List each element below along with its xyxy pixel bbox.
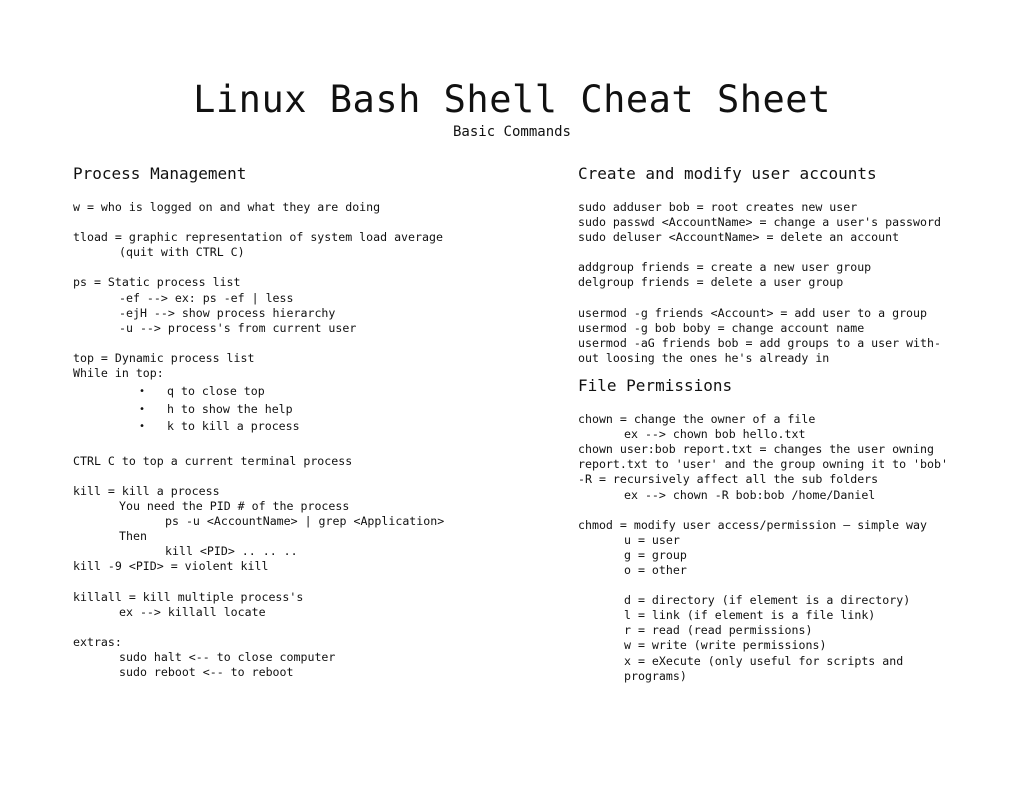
blank-line: [73, 215, 543, 230]
text-line: ps = Static process list: [73, 275, 241, 290]
text-line: o = other: [624, 562, 687, 577]
blank-line: [73, 439, 543, 454]
text-line: sudo halt <-- to close computer: [119, 649, 336, 664]
text-line: usermod -g bob boby = change account name: [578, 320, 865, 335]
text-line: x = eXecute (only useful for scripts and: [624, 653, 904, 668]
text-line: killall = kill multiple process's: [73, 589, 304, 604]
text-line: chmod = modify user access/permission – simple way: [578, 517, 928, 532]
blank-line: [578, 578, 1018, 593]
page-title: Linux Bash Shell Cheat Sheet: [193, 78, 831, 121]
text-line: chown user:bob report.txt = changes the user owning: [578, 442, 934, 457]
text-line: kill <PID> .. .. ..: [165, 544, 298, 559]
text-line: sudo passwd <AccountName> = change a user's password: [578, 215, 941, 230]
bullet-icon: •: [139, 403, 146, 415]
text-line: l = link (if element is a file link): [624, 608, 876, 623]
top-keys-list: [73, 383, 543, 436]
blank-line: [578, 503, 1018, 518]
text-line: w = who is logged on and what they are doing: [73, 200, 381, 214]
text-line: usermod -g friends <Account> = add user to a group: [578, 305, 928, 320]
text-line: addgroup friends = create a new user group: [578, 260, 872, 275]
blank-line: [578, 291, 1018, 306]
text-line: You need the PID # of the process: [119, 499, 350, 513]
text-line: While in top:: [73, 366, 164, 381]
blank-line: [578, 245, 1018, 260]
left-column: [73, 164, 543, 680]
text-line: kill = kill a process: [73, 483, 220, 498]
right-column: [578, 164, 1018, 684]
blank-line: [73, 336, 543, 351]
text-line: r = read (read permissions): [624, 623, 813, 638]
file-permissions-lines: [578, 412, 1018, 684]
text-line: d = directory (if element is a directory): [624, 593, 911, 608]
text-line: chown = change the owner of a file: [578, 412, 816, 427]
text-line: ps -u <AccountName> | grep <Application>: [165, 514, 445, 529]
bullet-icon: •: [139, 421, 146, 433]
text-line: (quit with CTRL C): [119, 245, 245, 260]
text-line: -R = recursively affect all the sub folders: [578, 472, 879, 487]
page-subtitle: Basic Commands: [452, 124, 571, 140]
text-line: report.txt to 'user' and the group owning it to 'bob': [578, 457, 948, 472]
text-line: usermod -aG friends bob = add groups to a user with-: [578, 335, 941, 350]
text-line: delgroup friends = delete a user group: [578, 275, 844, 290]
list-item-text: k to kill a process: [167, 419, 300, 434]
text-line: -ef --> ex: ps -ef | less: [119, 290, 294, 305]
text-line: ex --> killall locate: [119, 604, 266, 619]
text-line: tload = graphic representation of system load average: [73, 230, 443, 245]
section-heading-user-accounts: Create and modify user accounts: [578, 164, 877, 183]
section-heading-file-permissions: File Permissions: [578, 376, 733, 396]
text-line: kill -9 <PID> = violent kill: [73, 559, 269, 574]
user-accounts-lines: [578, 200, 1018, 366]
text-line: sudo reboot <-- to reboot: [119, 665, 294, 680]
text-line: CTRL C to top a current terminal process: [73, 453, 353, 468]
bullet-icon: •: [139, 386, 146, 398]
blank-line: [73, 469, 543, 484]
text-line: g = group: [624, 547, 687, 562]
process-management-lines-a: [73, 200, 543, 381]
text-line: ex --> chown -R bob:bob /home/Daniel: [624, 487, 876, 502]
section-heading-process-management: Process Management: [73, 164, 247, 183]
text-line: out loosing the ones he's already in: [578, 350, 830, 365]
list-item-text: q to close top: [167, 384, 265, 399]
text-line: sudo deluser <AccountName> = delete an account: [578, 230, 900, 245]
text-line: -u --> process's from current user: [119, 320, 357, 335]
text-line: programs): [624, 668, 687, 683]
process-management-lines-b: [73, 439, 543, 681]
text-line: top = Dynamic process list: [73, 350, 255, 365]
text-line: Then: [119, 529, 147, 544]
blank-line: [73, 260, 543, 275]
text-line: w = write (write permissions): [624, 638, 827, 653]
list-item: [73, 418, 543, 436]
list-item: [73, 383, 543, 401]
text-line: u = user: [624, 532, 680, 547]
blank-line: [73, 574, 543, 589]
text-line: ex --> chown bob hello.txt: [624, 427, 806, 442]
text-line: -ejH --> show process hierarchy: [119, 305, 336, 320]
text-line: extras:: [73, 634, 122, 649]
blank-line: [73, 620, 543, 635]
text-line: sudo adduser bob = root creates new user: [578, 200, 858, 214]
list-item: [73, 401, 543, 419]
list-item-text: h to show the help: [167, 401, 293, 416]
